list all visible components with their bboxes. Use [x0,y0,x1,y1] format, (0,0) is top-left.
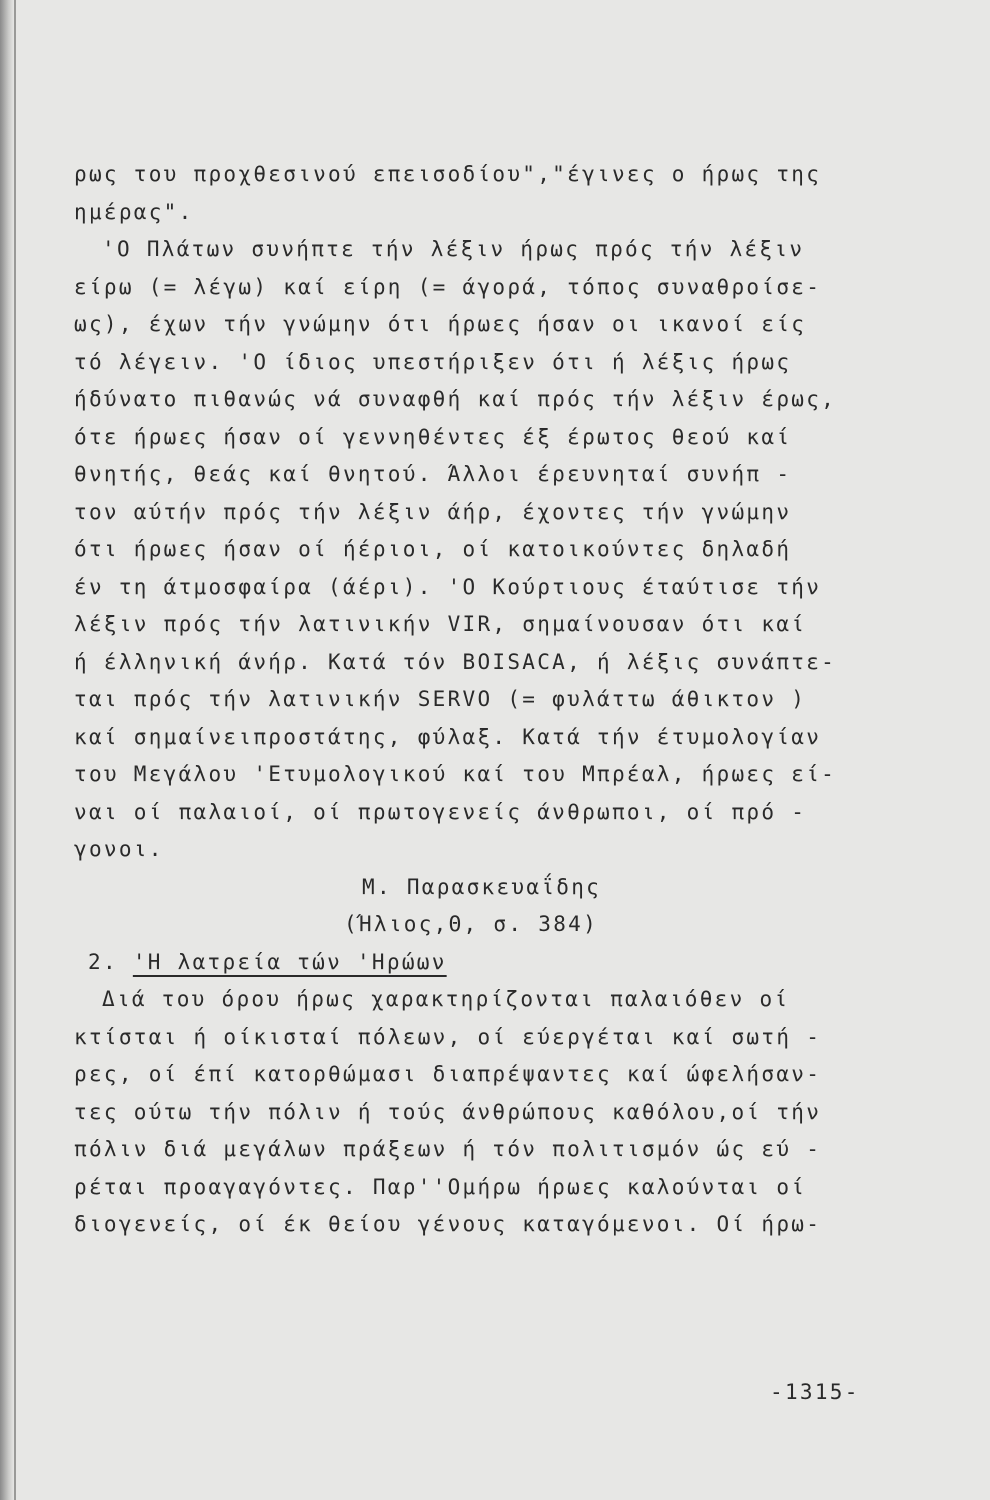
text-line: τες ούτω τήν πόλιν ή τούς άνθρώπους καθόλου,οί τήν [74,1099,822,1124]
text-line: λέξιν πρός τήν λατινικήν VIR, σημαίνουσαν ότι καί [74,612,807,636]
section-number: 2. [88,949,118,974]
text-line: ότι ήρωες ήσαν οί ήέριοι, οί κατοικούντες δηλαδή [74,537,792,561]
citation-source: (Ήλιος,Θ, σ. 384) [344,912,599,936]
section-heading [74,944,908,982]
text-line: ως), έχων τήν γνώμην ότι ήρωες ήσαν οι ικανοί είς [74,312,807,336]
text-line: κτίσται ή οίκισταί πόλεων, οί εύεργέται καί σωτή - [74,1024,822,1049]
text-line: του Μεγάλου 'Ετυμολογικού καί του Μπρέαλ, ήρωες εί- [74,762,837,786]
document-body [74,156,908,1244]
text-line: ότε ήρωες ήσαν οί γεννηθέντες έξ έρωτος θεού καί [74,424,792,449]
text-line: ται πρός τήν λατινικήν SERVO (= φυλάττω άθικτον ) [74,687,807,711]
citation-author: Μ. Παρασκευαΐδης [362,874,602,899]
text-line: ή έλληνική άνήρ. Κατά τόν BOISACA, ή λέξις συνάπτε- [74,649,837,674]
text-line: 'Ο Πλάτων συνήπτε τήν λέξιν ήρως πρός τήν λέξιν [102,237,805,261]
text-line: καί σημαίνειπροστάτης, φύλαξ. Κατά τήν έτυμολογίαν [74,724,822,749]
text-line: ρέται προαγαγόντες. Παρ''Ομήρω ήρωες καλούνται οί [74,1174,807,1199]
text-line: ήδύνατο πιθανώς νά συναφθή καί πρός τήν λέξιν έρως, [74,387,837,411]
page-number: -1315- [770,1380,860,1404]
text-line: διογενείς, οί έκ θείου γένους καταγόμενοι. Οί ήρω- [74,1212,822,1236]
page-fold-line [14,0,16,1500]
text-line: τον αύτήν πρός τήν λέξιν άήρ, έχοντες τήν γνώμην [74,499,792,524]
text-line: ρες, οί έπί κατορθώμασι διαπρέψαντες καί ώφελήσαν- [74,1062,822,1086]
text-line: πόλιν διά μεγάλων πράξεων ή τόν πολιτισμόν ώς εύ - [74,1137,822,1161]
text-line: Διά του όρου ήρως χαρακτηρίζονται παλαιόθεν οί [102,987,790,1011]
scanned-page-edge [0,0,14,1500]
text-line: έν τη άτμοσφαίρα (άέρι). 'Ο Κούρτιους έταύτισε τήν [74,574,822,599]
text-line: είρω (= λέγω) καί είρη (= άγορά, τόπος συναθροίσε- [74,274,822,299]
section-title: 'Η λατρεία τών 'Ηρώων [132,949,447,974]
text-line: ναι οί παλαιοί, οί πρωτογενείς άνθρωποι, οί πρό - [74,799,807,824]
text-line: ρως του προχθεσινού επεισοδίου","έγινες ο ήρως της [74,162,822,186]
text-line: γονοι. [74,837,164,861]
text-line: τό λέγειν. 'Ο ίδιος υπεστήριξεν ότι ή λέξις ήρως [74,349,792,374]
text-line: θνητής, θεάς καί θνητού. Άλλοι έρευνηταί συνήπ - [74,462,792,486]
text-line: ημέρας". [74,199,194,224]
